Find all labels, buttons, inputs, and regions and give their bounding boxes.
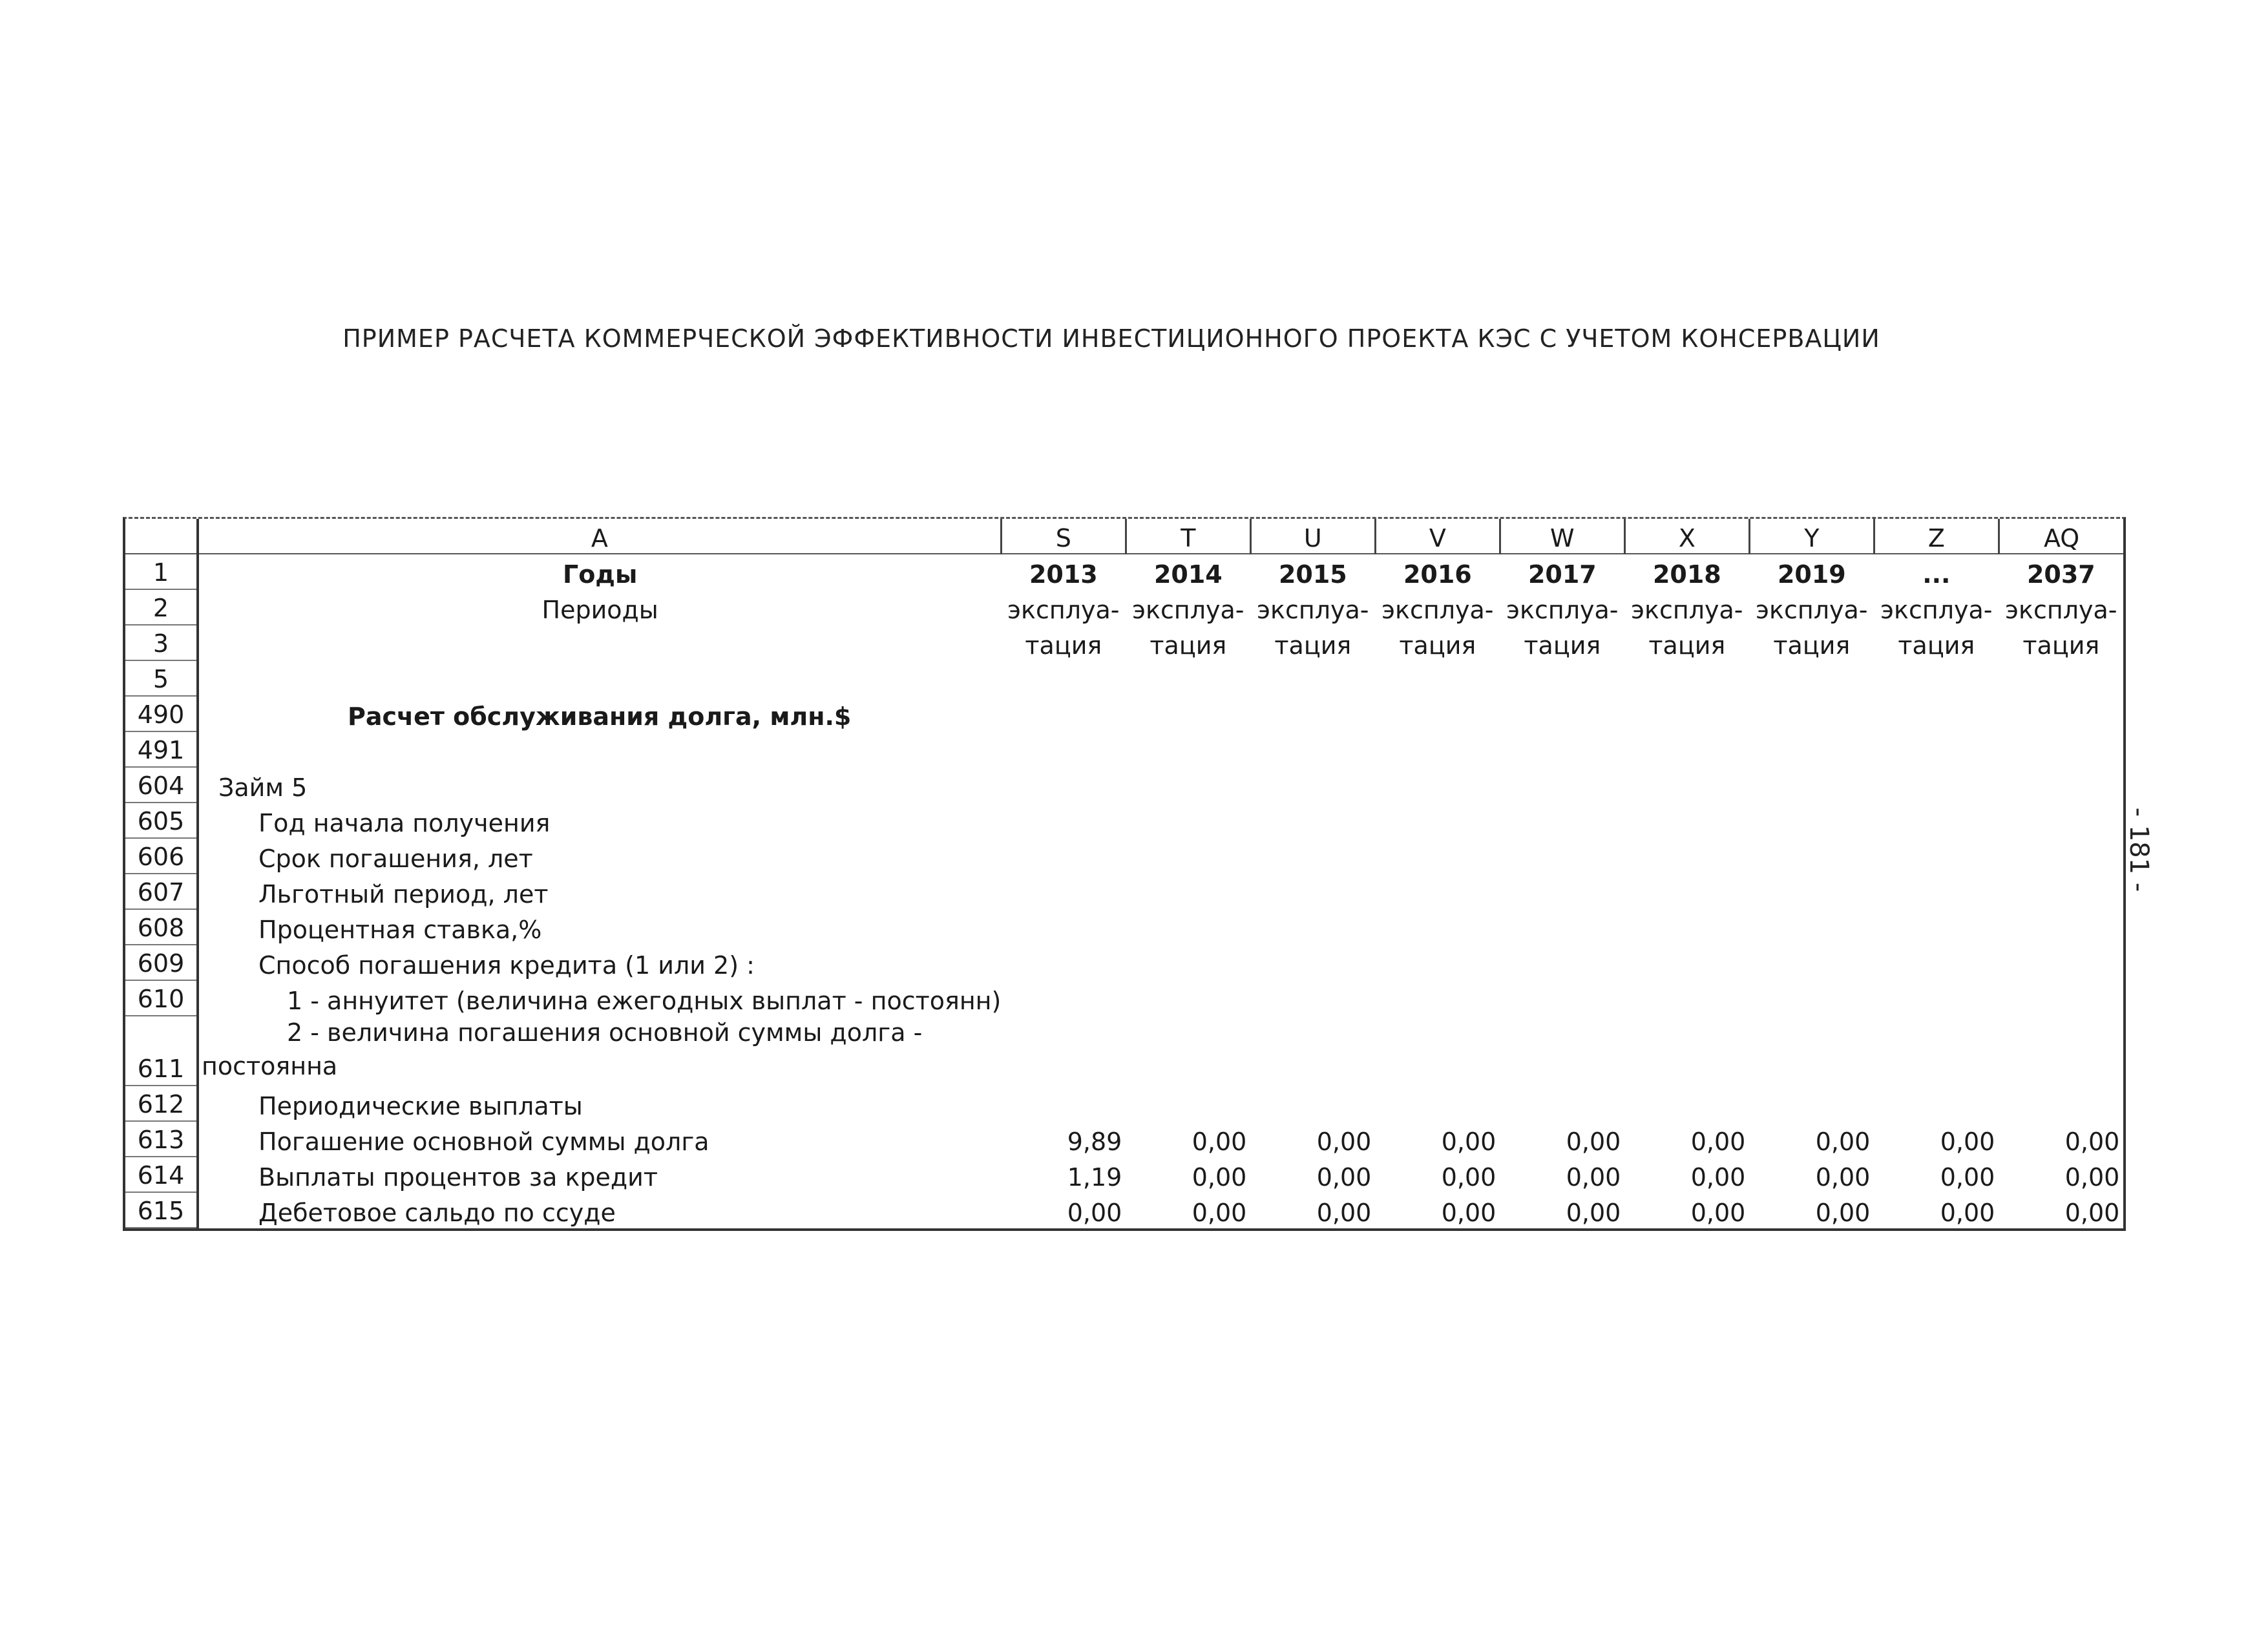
label-line: 2 - величина погашения основной суммы долга - (287, 1018, 923, 1047)
page-title: ПРИМЕР РАСЧЕТА КОММЕРЧЕСКОЙ ЭФФЕКТИВНОСТИ ИНВЕСТИЦИОННОГО ПРОЕКТА КЭС С УЧЕТОМ КОНСЕРВАЦИИ (342, 324, 1880, 353)
value-cell (1749, 909, 1874, 945)
value-cell (1500, 1086, 1624, 1121)
table-row (125, 874, 2123, 909)
row-label: Выплаты процентов за кредит (258, 1163, 658, 1192)
value-cell (1001, 909, 1126, 945)
row-label: Дебетовое сальдо по ссуде (258, 1199, 616, 1227)
value-cell (1001, 980, 1126, 1016)
table-row (125, 1157, 2123, 1192)
value-cell (1126, 767, 1250, 803)
value-cell: 0,00 (1316, 1163, 1372, 1192)
row-number: 615 (125, 1192, 198, 1228)
value-cell (1999, 767, 2123, 803)
value-cell (1999, 1016, 2123, 1086)
value-cell: 0,00 (1690, 1128, 1746, 1156)
value-cell: 0,00 (1940, 1163, 1995, 1192)
value-cell: 0,00 (1441, 1199, 1496, 1227)
value-cell (1375, 909, 1500, 945)
value-cell (1749, 980, 1874, 1016)
value-cell (1624, 980, 1749, 1016)
value-cell (1126, 1086, 1250, 1121)
value-cell: 2018 (1652, 560, 1721, 589)
value-cell (1999, 696, 2123, 731)
row-label: Периоды (541, 596, 658, 624)
column-letter-w: W (1500, 519, 1624, 554)
value-cell (1749, 767, 1874, 803)
value-cell: тация (2022, 631, 2100, 660)
row-number: 490 (125, 696, 198, 731)
section-title: Расчет обслуживания долга, млн.$ (348, 702, 852, 731)
row-number: 1 (125, 554, 198, 589)
value-cell (1874, 945, 1999, 980)
row-number: 3 (125, 625, 198, 660)
value-cell (1624, 1016, 1749, 1086)
value-cell (1874, 874, 1999, 909)
value-cell: 0,00 (1566, 1128, 1621, 1156)
blank-row (125, 731, 2123, 767)
table-row (125, 1086, 2123, 1121)
row-label: Годы (562, 560, 638, 589)
value-cell (1375, 660, 1500, 696)
value-cell (1126, 803, 1250, 838)
row-number: 614 (125, 1157, 198, 1192)
value-cell (1500, 945, 1624, 980)
column-letter-aq: AQ (1999, 519, 2123, 554)
debt-service-table (125, 519, 2123, 1228)
corner-cell (125, 519, 198, 554)
value-cell: 0,00 (1316, 1199, 1372, 1227)
value-cell: 2017 (1528, 560, 1597, 589)
value-cell (1874, 660, 1999, 696)
value-cell (1500, 696, 1624, 731)
value-cell (1999, 660, 2123, 696)
row-label (198, 625, 1001, 660)
value-cell: 0,00 (2064, 1199, 2120, 1227)
value-cell (1624, 1086, 1749, 1121)
row-label (198, 1016, 1001, 1086)
table-row (125, 980, 2123, 1016)
value-cell (1250, 660, 1375, 696)
row-number: 606 (125, 838, 198, 874)
table-row (125, 945, 2123, 980)
value-cell: 0,00 (1690, 1163, 1746, 1192)
row-number: 611 (125, 1016, 198, 1086)
value-cell (1749, 1016, 1874, 1086)
value-cell: тация (1399, 631, 1476, 660)
row-label: Год начала получения (258, 809, 551, 837)
value-cell (1624, 803, 1749, 838)
row-number: 5 (125, 660, 198, 696)
value-cell (1126, 1016, 1250, 1086)
value-cell (1126, 696, 1250, 731)
value-cell (1250, 980, 1375, 1016)
value-cell (1250, 803, 1375, 838)
spreadsheet (123, 517, 2126, 1231)
value-cell (1375, 803, 1500, 838)
value-cell (1250, 696, 1375, 731)
value-cell (1624, 767, 1749, 803)
column-letter-u: U (1250, 519, 1375, 554)
periods-row-2 (125, 625, 2123, 660)
value-cell (1500, 909, 1624, 945)
value-cell (1500, 838, 1624, 874)
section-row (125, 696, 2123, 731)
value-cell (1624, 838, 1749, 874)
value-cell (1001, 660, 1126, 696)
value-cell (1874, 1016, 1999, 1086)
value-cell: 0,00 (2064, 1163, 2120, 1192)
row-number: 2 (125, 589, 198, 625)
value-cell (1500, 980, 1624, 1016)
value-cell (1001, 1086, 1126, 1121)
value-cell (1250, 874, 1375, 909)
value-cell (1999, 909, 2123, 945)
value-cell: 2016 (1403, 560, 1472, 589)
value-cell: тация (1025, 631, 1102, 660)
value-cell (1999, 803, 2123, 838)
value-cell (1126, 909, 1250, 945)
row-label (198, 731, 1001, 767)
value-cell: 0,00 (1940, 1128, 1995, 1156)
column-letter-y: Y (1749, 519, 1874, 554)
row-label: 1 - аннуитет (величина ежегодных выплат - постоянн) (287, 987, 1002, 1015)
value-cell: эксплуа- (1381, 596, 1494, 624)
value-cell: ... (1922, 560, 1951, 589)
value-cell: эксплуа- (1257, 596, 1369, 624)
table-row (125, 767, 2123, 803)
value-cell: тация (1648, 631, 1726, 660)
blank-row (125, 660, 2123, 696)
value-cell: 0,00 (1316, 1128, 1372, 1156)
value-cell (1624, 945, 1749, 980)
value-cell (1999, 874, 2123, 909)
value-cell (1749, 696, 1874, 731)
value-cell: 0,00 (1192, 1128, 1247, 1156)
value-cell: тация (1274, 631, 1352, 660)
value-cell (1749, 731, 1874, 767)
value-cell (1001, 945, 1126, 980)
value-cell: 0,00 (1940, 1199, 1995, 1227)
value-cell (1624, 696, 1749, 731)
value-cell: 0,00 (1566, 1163, 1621, 1192)
value-cell (1250, 1086, 1375, 1121)
value-cell (1500, 660, 1624, 696)
value-cell (1126, 945, 1250, 980)
value-cell (1500, 731, 1624, 767)
value-cell (1001, 731, 1126, 767)
years-row (125, 554, 2123, 589)
row-label: Льготный период, лет (258, 880, 549, 909)
row-label: Периодические выплаты (258, 1092, 583, 1120)
value-cell (1250, 909, 1375, 945)
column-letter-s: S (1001, 519, 1126, 554)
value-cell: эксплуа- (1880, 596, 1993, 624)
value-cell: эксплуа- (1756, 596, 1868, 624)
page-number: - 181 - (2124, 807, 2154, 892)
value-cell (1874, 909, 1999, 945)
value-cell: 1,19 (1067, 1163, 1122, 1192)
row-label: Срок погашения, лет (258, 845, 533, 873)
row-number: 610 (125, 980, 198, 1016)
row-number: 609 (125, 945, 198, 980)
value-cell (1375, 696, 1500, 731)
value-cell: 0,00 (1192, 1199, 1247, 1227)
row-label: Процентная ставка,% (258, 916, 542, 944)
row-number: 491 (125, 731, 198, 767)
table-row (125, 803, 2123, 838)
value-cell (1001, 838, 1126, 874)
value-cell (1874, 696, 1999, 731)
value-cell: 0,00 (1441, 1163, 1496, 1192)
value-cell (1250, 767, 1375, 803)
column-letter-t: T (1126, 519, 1250, 554)
value-cell: 2013 (1029, 560, 1098, 589)
value-cell: эксплуа- (2005, 596, 2117, 624)
value-cell (1874, 767, 1999, 803)
value-cell (1500, 767, 1624, 803)
table-row (125, 1192, 2123, 1228)
column-letter-x: X (1624, 519, 1749, 554)
value-cell (1375, 945, 1500, 980)
value-cell: 0,00 (1067, 1199, 1122, 1227)
value-cell (1624, 909, 1749, 945)
value-cell: 0,00 (1815, 1163, 1871, 1192)
value-cell: 2019 (1777, 560, 1846, 589)
value-cell (1999, 731, 2123, 767)
value-cell (1500, 874, 1624, 909)
value-cell (1999, 838, 2123, 874)
table-row (125, 1121, 2123, 1157)
value-cell: 2037 (2026, 560, 2095, 589)
value-cell (1749, 945, 1874, 980)
value-cell (1250, 731, 1375, 767)
row-number: 605 (125, 803, 198, 838)
value-cell (1749, 803, 1874, 838)
value-cell: 0,00 (1192, 1163, 1247, 1192)
row-number: 607 (125, 874, 198, 909)
value-cell (1126, 874, 1250, 909)
value-cell: тация (1898, 631, 1975, 660)
value-cell: 0,00 (1441, 1128, 1496, 1156)
row-number: 613 (125, 1121, 198, 1157)
row-number: 608 (125, 909, 198, 945)
periods-row (125, 589, 2123, 625)
value-cell: 0,00 (1815, 1199, 1871, 1227)
value-cell (1375, 1016, 1500, 1086)
value-cell: тация (1150, 631, 1227, 660)
table-row (125, 909, 2123, 945)
value-cell (1375, 980, 1500, 1016)
value-cell (1874, 980, 1999, 1016)
value-cell: тация (1773, 631, 1851, 660)
value-cell (1624, 874, 1749, 909)
value-cell: 0,00 (1690, 1199, 1746, 1227)
label-line: постоянна (202, 1052, 338, 1080)
value-cell (1749, 838, 1874, 874)
value-cell: 2014 (1153, 560, 1223, 589)
value-cell (1250, 838, 1375, 874)
column-letter-z: Z (1874, 519, 1999, 554)
value-cell (1126, 660, 1250, 696)
value-cell (1126, 980, 1250, 1016)
value-cell (1250, 1016, 1375, 1086)
value-cell (1375, 1086, 1500, 1121)
value-cell (1874, 838, 1999, 874)
row-label: Способ погашения кредита (1 или 2) : (258, 951, 755, 980)
value-cell: эксплуа- (1132, 596, 1244, 624)
value-cell (1375, 767, 1500, 803)
value-cell (1001, 874, 1126, 909)
column-letter-a: A (198, 519, 1001, 554)
value-cell: 2015 (1278, 560, 1347, 589)
table-row (125, 838, 2123, 874)
value-cell (1375, 731, 1500, 767)
value-cell: 0,00 (1566, 1199, 1621, 1227)
value-cell: 9,89 (1067, 1128, 1122, 1156)
value-cell (1749, 874, 1874, 909)
value-cell (1375, 838, 1500, 874)
value-cell (1001, 803, 1126, 838)
value-cell (1749, 660, 1874, 696)
value-cell: эксплуа- (1631, 596, 1743, 624)
value-cell (1126, 731, 1250, 767)
value-cell (1749, 1086, 1874, 1121)
value-cell (1999, 1086, 2123, 1121)
value-cell (1999, 980, 2123, 1016)
row-label (198, 660, 1001, 696)
value-cell (1999, 945, 2123, 980)
value-cell (1624, 731, 1749, 767)
value-cell (1874, 731, 1999, 767)
row-label: Погашение основной суммы долга (258, 1128, 709, 1156)
value-cell: 0,00 (1815, 1128, 1871, 1156)
value-cell (1250, 945, 1375, 980)
value-cell (1001, 1016, 1126, 1086)
column-letter-v: V (1375, 519, 1500, 554)
row-label: Займ 5 (218, 773, 308, 802)
value-cell (1001, 696, 1126, 731)
row-number: 604 (125, 767, 198, 803)
value-cell: тация (1524, 631, 1601, 660)
value-cell: 0,00 (2064, 1128, 2120, 1156)
value-cell (1500, 1016, 1624, 1086)
value-cell: эксплуа- (1007, 596, 1120, 624)
value-cell (1126, 838, 1250, 874)
value-cell: эксплуа- (1506, 596, 1619, 624)
value-cell (1375, 874, 1500, 909)
value-cell (1874, 803, 1999, 838)
column-header-row (125, 519, 2123, 554)
value-cell (1001, 767, 1126, 803)
value-cell (1874, 1086, 1999, 1121)
table-row (125, 1016, 2123, 1086)
row-number: 612 (125, 1086, 198, 1121)
value-cell (1500, 803, 1624, 838)
value-cell (1624, 660, 1749, 696)
